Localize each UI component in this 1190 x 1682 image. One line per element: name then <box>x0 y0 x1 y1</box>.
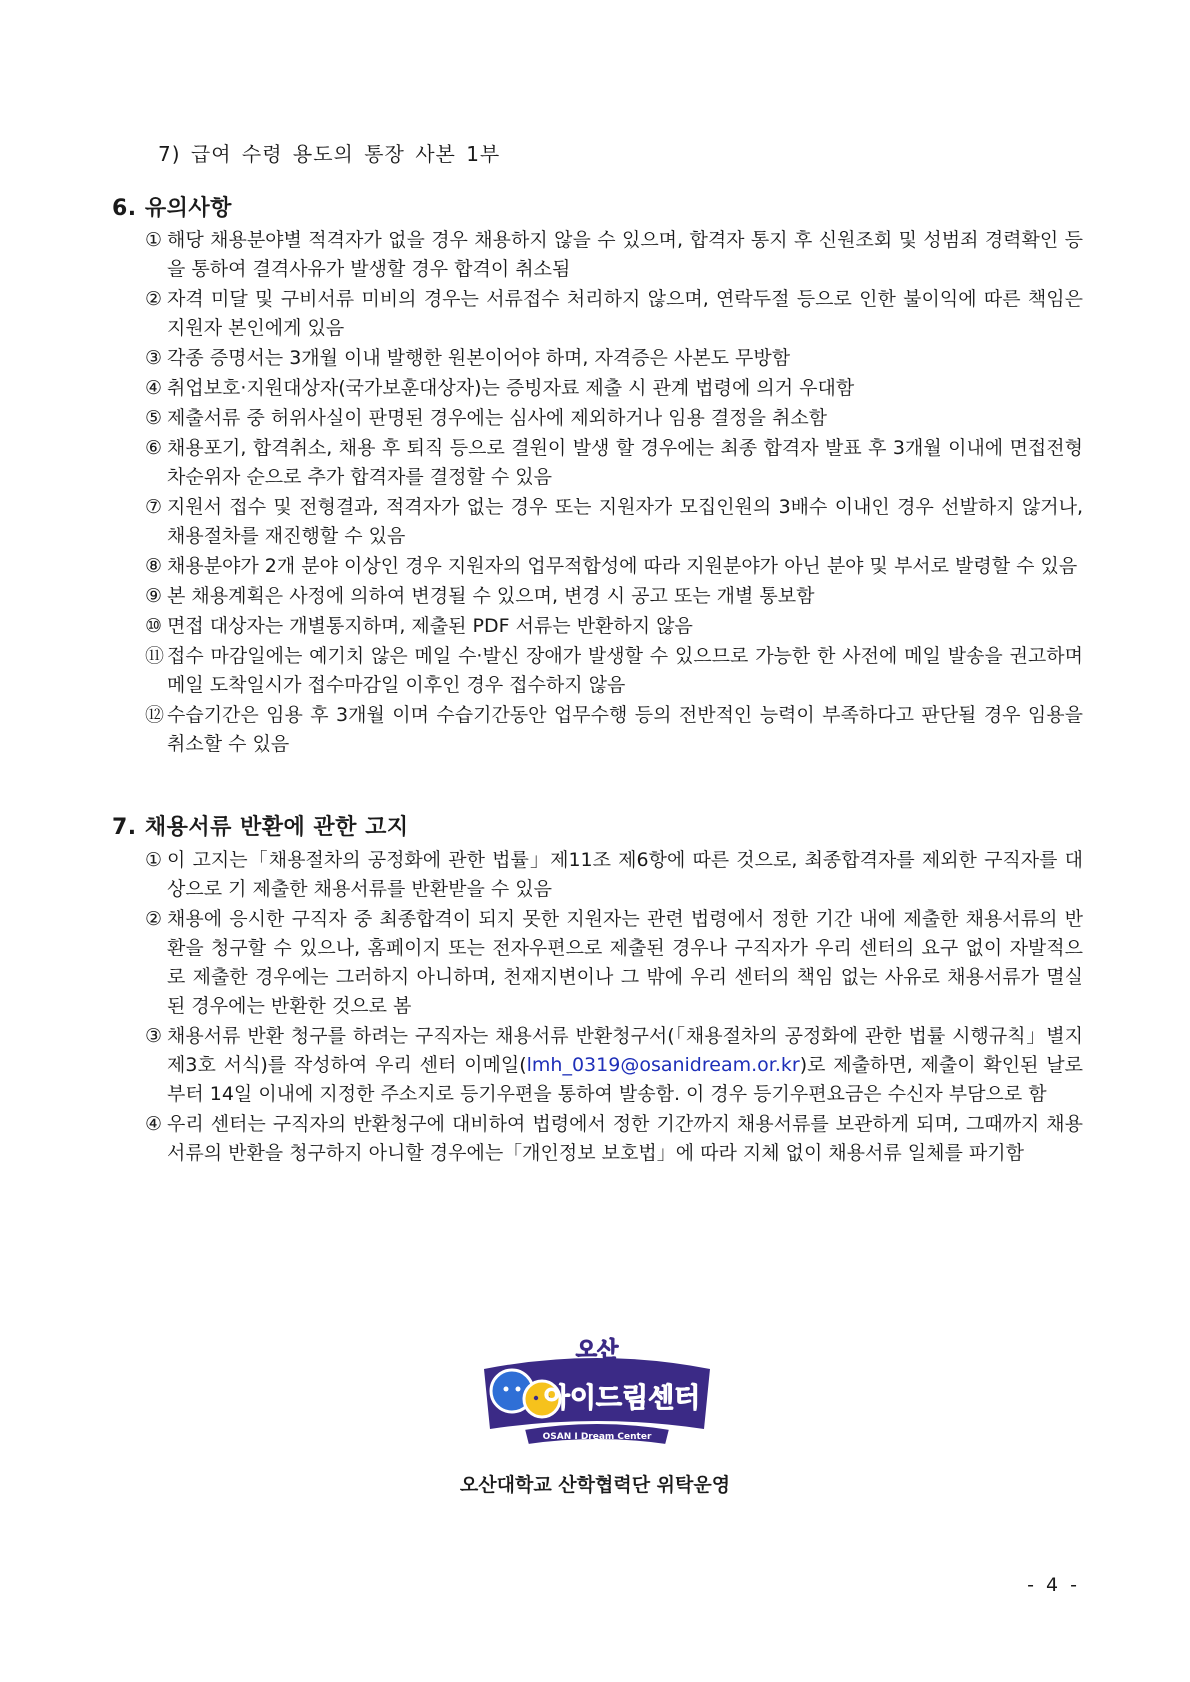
list-item: ⑦ 지원서 접수 및 전형결과, 적격자가 없는 경우 또는 지원자가 모집인원의 3배수 이내인 경우 선발하지 않거나, 채용절차를 재진행할 수 있음 <box>145 496 1083 547</box>
list-item: ⑤ 제출서류 중 허위사실이 판명된 경우에는 심사에 제외하거나 임용 결정을 취소함 <box>145 407 828 429</box>
notes-list <box>145 226 1083 760</box>
osan-idream-center-logo <box>472 1333 722 1461</box>
logo-top-text: 오산 <box>575 1338 619 1363</box>
email-link[interactable]: lmh_0319@osanidream.or.kr <box>526 1054 800 1076</box>
logo-ribbon-text: OSAN I Dream Center <box>542 1432 652 1442</box>
list-item: ⑥ 채용포기, 합격취소, 채용 후 퇴직 등으로 결원이 발생 할 경우에는 최종 합격자 발표 후 3개월 이내에 면접전형 차순위자 순으로 추가 합격자를 결정할 수 있음 <box>145 437 1083 488</box>
list-item: ⑨ 본 채용계획은 사정에 의하여 변경될 수 있으며, 변경 시 공고 또는 개별 통보함 <box>145 585 815 607</box>
list-item: ⑪ 접수 마감일에는 예기치 않은 메일 수·발신 장애가 발생할 수 있으므로 가능한 한 사전에 메일 발송을 권고하며 메일 도착일시가 접수마감일 이후인 경우 접수하지 않음 <box>145 645 1083 696</box>
required-document-item-7: 7) 급여 수령 용도의 통장 사본 1부 <box>158 142 501 166</box>
list-item: ⑧ 채용분야가 2개 분야 이상인 경우 지원자의 업무적합성에 따라 지원분야가 아닌 분야 및 부서로 발령할 수 있음 <box>145 555 1078 577</box>
list-item: ③ 채용서류 반환 청구를 하려는 구직자는 채용서류 반환청구서(「채용절차의 공정화에 관한 법률 시행규칙」별지 제3호 서식)를 작성하여 우리 센터 이메일(lmh_0319@osanidream.or.kr)로 제출하면, 제출이 확인된 날로부터 14일 이내에 지정한 주소지로 등기우편을 통하여 발송함. 이 경우 등기우편요금은 수신자 부담으로 함 <box>145 1025 1083 1105</box>
logo-eye <box>504 1387 509 1392</box>
logo-eye <box>516 1387 521 1392</box>
logo-eye <box>534 1396 538 1400</box>
list-item: ⑫ 수습기간은 임용 후 3개월 이며 수습기간동안 업무수행 등의 전반적인 능력이 부족하다고 판단될 경우 임용을 취소할 수 있음 <box>145 704 1083 755</box>
list-item: ① 해당 채용분야별 적격자가 없을 경우 채용하지 않을 수 있으며, 합격자 통지 후 신원조회 및 성범죄 경력확인 등을 통하여 결격사유가 발생할 경우 합격이 취소됨 <box>145 229 1083 280</box>
list-item: ④ 취업보호·지원대상자(국가보훈대상자)는 증빙자료 제출 시 관계 법령에 의거 우대함 <box>145 377 855 399</box>
operator-caption: 오산대학교 산학협력단 위탁운영 <box>459 1474 731 1496</box>
list-item: ③ 각종 증명서는 3개월 이내 발행한 원본이어야 하며, 자격증은 사본도 무방함 <box>145 347 791 369</box>
list-item: ② 채용에 응시한 구직자 중 최종합격이 되지 못한 지원자는 관련 법령에서 정한 기간 내에 제출한 채용서류의 반환을 청구할 수 있으나, 홈페이지 또는 전자우편으로 제출된 경우나 구직자가 우리 센터의 요구 없이 자발적으로 제출한 경우에는 그러하지 아니하며, 천재지변이나 그 밖에 우리 센터의 책임 없는 사유로 채용서류가 멸실된 경우에는 반환한 것으로 봄 <box>145 908 1083 1017</box>
section-title-document-return: 7. 채용서류 반환에 관한 고지 <box>112 815 409 840</box>
list-item: ⑩ 면접 대상자는 개별통지하며, 제출된 PDF 서류는 반환하지 않음 <box>145 615 693 637</box>
list-item: ④ 우리 센터는 구직자의 반환청구에 대비하여 법령에서 정한 기간까지 채용서류를 보관하게 되며, 그때까지 채용서류의 반환을 청구하지 아니할 경우에는「개인정보 보호법」에 따라 지체 없이 채용서류 일체를 파기함 <box>145 1113 1083 1164</box>
logo-main-text: 아이드림센터 <box>543 1383 701 1414</box>
list-item: ① 이 고지는「채용절차의 공정화에 관한 법률」제11조 제6항에 따른 것으로, 최종합격자를 제외한 구직자를 대상으로 기 제출한 채용서류를 반환받을 수 있음 <box>145 849 1083 900</box>
list-item: ② 자격 미달 및 구비서류 미비의 경우는 서류접수 처리하지 않으며, 연락두절 등으로 인한 불이익에 따른 책임은 지원자 본인에게 있음 <box>145 288 1083 339</box>
document-return-list <box>145 846 1083 1169</box>
section-title-notes: 6. 유의사항 <box>112 196 232 221</box>
page-number: - 4 - <box>1027 1574 1080 1596</box>
